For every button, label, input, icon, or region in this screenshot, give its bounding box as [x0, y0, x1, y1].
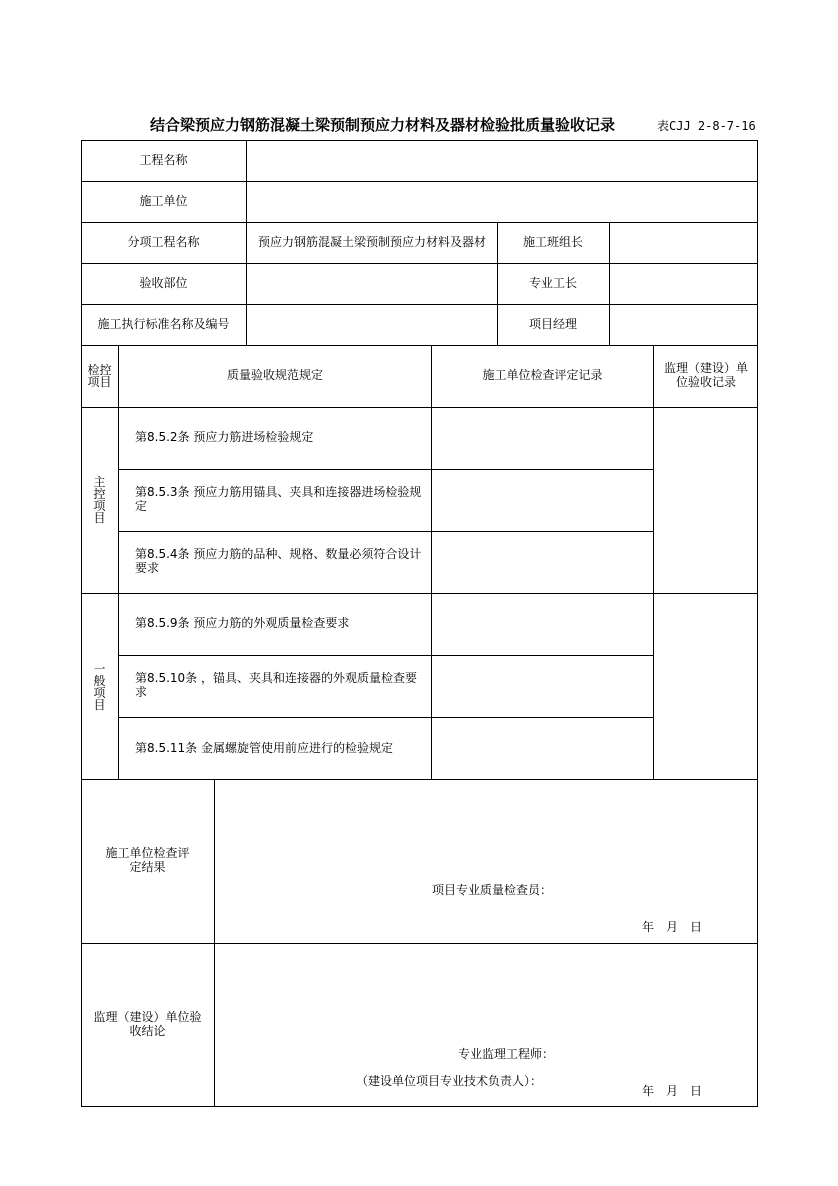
inspection-part-label: 验收部位: [139, 275, 188, 290]
team-leader-label: 施工班组长: [522, 234, 583, 249]
construction-unit-field[interactable]: [247, 181, 758, 222]
inspection-part-field[interactable]: [247, 263, 497, 304]
main-item-spec: 第8.5.2条 预应力筋进场检验规定: [135, 430, 314, 445]
standard-field[interactable]: [247, 304, 497, 346]
supervision-result-label: 监理（建设）单位验收结论: [93, 1010, 202, 1038]
foreman-field[interactable]: [610, 263, 758, 304]
main-item-record[interactable]: [432, 469, 653, 531]
sub-project-label: 分项工程名称: [127, 234, 200, 249]
project-manager-field[interactable]: [610, 304, 758, 346]
col-supervision: 监理（建设）单位验收记录: [664, 361, 749, 389]
construction-result-label: 施工单位检查评定结果: [105, 846, 190, 874]
general-item-spec: 第8.5.9条 预应力筋的外观质量检查要求: [135, 616, 350, 631]
general-item-record[interactable]: [432, 717, 653, 780]
col-item-type: 检控项目: [87, 363, 112, 389]
main-item-record[interactable]: [432, 407, 653, 469]
quality-inspector-label: 项目专业质量检查员：: [432, 883, 553, 897]
team-leader-field[interactable]: [610, 222, 758, 263]
form-code: 表CJJ 2-8-7-16: [657, 119, 756, 133]
main-item-record[interactable]: [432, 531, 653, 593]
project-name-field[interactable]: [247, 140, 758, 181]
main-item-spec: 第8.5.3条 预应力筋用锚具、夹具和连接器进场检验规定: [135, 485, 422, 513]
general-item-record[interactable]: [432, 655, 653, 717]
construction-result-date: 年 月 日: [642, 920, 703, 934]
standard-label: 施工执行标准名称及编号: [97, 317, 230, 332]
general-items-supervision[interactable]: [654, 593, 758, 780]
foreman-label: 专业工长: [528, 275, 577, 290]
main-items-label: 主控项目: [93, 475, 106, 525]
construction-unit-label: 施工单位: [139, 193, 188, 208]
col-spec: 质量验收规范规定: [226, 368, 323, 383]
owner-technical-lead-label: （建设单位项目专业技术负责人）：: [356, 1074, 543, 1088]
main-item-spec: 第8.5.4条 预应力筋的品种、规格、数量必须符合设计要求: [135, 547, 422, 575]
general-item-spec: 第8.5.10条 ，锚具、夹具和连接器的外观质量检查要求: [135, 671, 417, 699]
main-items-supervision[interactable]: [654, 407, 758, 593]
general-item-spec: 第8.5.11条 金属螺旋管使用前应进行的检验规定: [135, 740, 393, 755]
project-name-label: 工程名称: [139, 152, 188, 167]
supervision-result-date: 年 月 日: [642, 1084, 703, 1098]
form-title: 结合梁预应力钢筋混凝土梁预制预应力材料及器材检验批质量验收记录: [150, 116, 616, 134]
supervision-engineer-label: 专业监理工程师：: [458, 1047, 555, 1061]
project-manager-label: 项目经理: [528, 317, 577, 332]
col-record: 施工单位检查评定记录: [482, 368, 603, 383]
sub-project-field[interactable]: 预应力钢筋混凝土梁预制预应力材料及器材: [257, 234, 486, 249]
general-items-label: 一般项目: [93, 661, 106, 712]
general-item-record[interactable]: [432, 593, 653, 655]
